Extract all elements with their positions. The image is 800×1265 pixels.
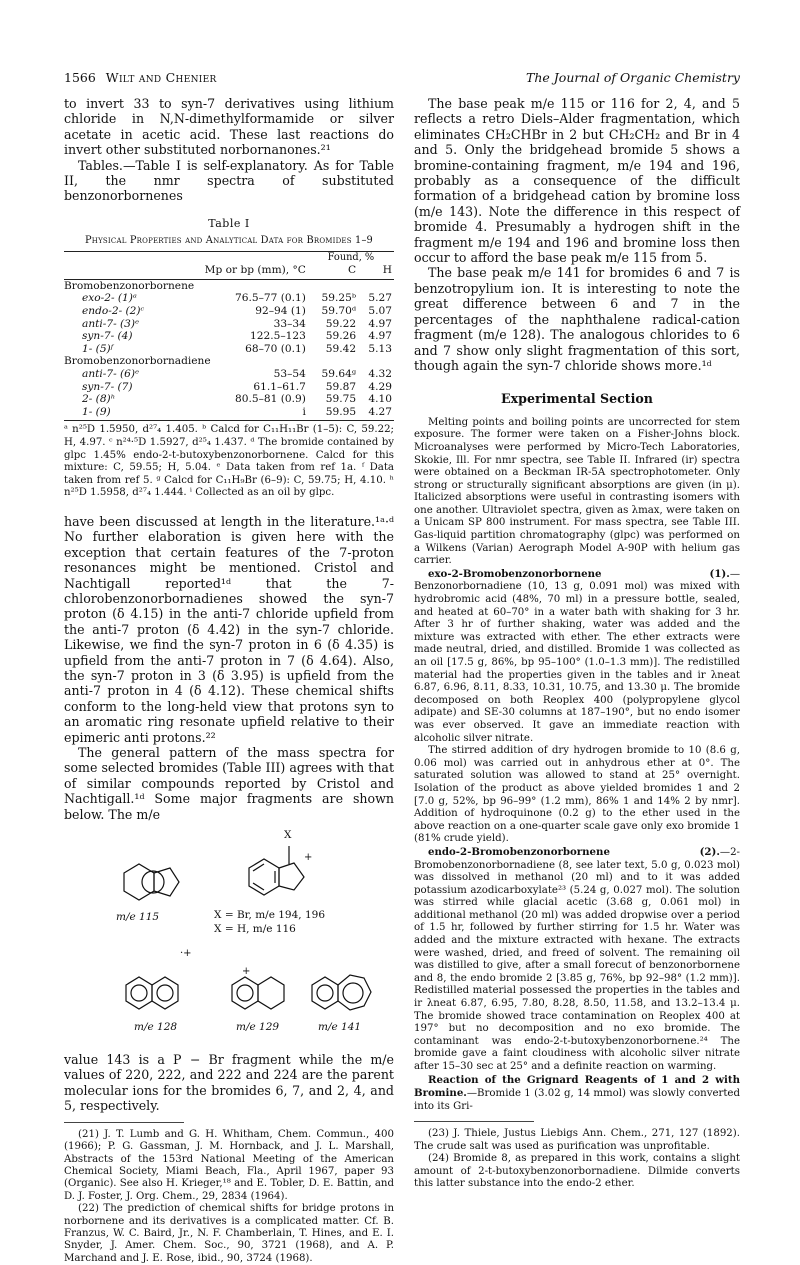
charge-radical: ·+ (180, 948, 192, 960)
cell-mp: 33–34 (273, 317, 306, 330)
paragraph (414, 568, 740, 745)
cell-c: 59.75 (325, 393, 357, 406)
row-label: exo-2- (1)ᵃ (82, 292, 137, 305)
header-authors: Wilt and Chenier (105, 70, 217, 85)
footnotes (414, 1128, 740, 1190)
fragment-115-structure (124, 864, 179, 900)
cell-c: 59.26 (325, 330, 357, 343)
cell-c: 59.95 (308, 406, 358, 421)
table-row (64, 305, 394, 318)
paragraph: Melting points and boiling points are uncorrected for stem exposure. The former were taken on a Fisher-Johns block. Microanalyses were performed by Micro-Tech Laboratories, Skokie, Ill. For nmr spectra, see Table II. Infrared (ir) spectra were obtained on a Beckman IR-5A spectrophotometer. Only strong or structurally significant absorptions are given (in μ). Italicized absorptions were useful in contrasting isomers with one another. Ultraviolet spectra, given as λmax, were taken on a Unicam SP 800 instrument. For mass spectra, see Table III. Gas-liquid partition chromatography (glpc) was performed on a Wilkens (Varian) Aerograph Model A-90P with helium gas carrier. (414, 416, 740, 567)
label-m-e-129: m/e 129 (236, 1021, 280, 1034)
left-column (64, 96, 394, 1265)
row-label: anti-7- (6)ᵉ (82, 368, 140, 380)
page-number: 1566 (64, 70, 96, 85)
label-m-e-115: m/e 115 (116, 911, 160, 924)
journal-name: The Journal of Organic Chemistry (526, 70, 740, 85)
row-label: 2- (8)ʰ (82, 393, 116, 406)
cell-mp: 53–54 (273, 368, 306, 380)
fragment-128-structure (126, 977, 178, 1009)
footnote-rule (64, 1122, 184, 1123)
footnote: (22) The prediction of chemical shifts for bridge protons in norbornene and its derivatives is a complicated matter. Cf. B. Franzus, W. C. Baird, Jr., N. F. Chamberlain, T. Hines, and E. I. Snyder, J. Amer. Chem. Soc., 90, 3721 (1968), and A. P. Marchand and J. E. Rose, ibid., 90, 3724 (1968). (64, 1203, 394, 1264)
cell-h: 5.13 (368, 342, 392, 355)
table-row (64, 343, 394, 356)
cell-c: 59.64ᵍ (321, 368, 357, 380)
structures-svg (64, 828, 394, 1048)
table-row (64, 292, 394, 305)
procedure-text: —Benzonorbornadiene (10, 13 g, 0.091 mol) was mixed with hydrobromic acid (48%, 70 ml) in a pressure bottle, sealed, and heated at 60–70° in a water bath with shaking for 3 hr. After 3 hr of further shaking, water was added and the mixture was extracted with ether. The ether extracts were made neutral, dried, and distilled. Bromide 1 was collected as an oil [17.5 g, 86%, bp 95–100° (1.0–1.3 mm)]. The redistilled material had the properties given in the tables and ir λneat 6.87, 6.96, 8.11, 8.33, 10.31, 10.75, and 13.30 μ. The bromide decomposed on both Reoplex 400 (polypropylene glycol adipate) and SE-30 columns at 187–190°, but no endo isomer was ever observed. It gave an immediate reaction with alcoholic silver nitrate. (414, 568, 740, 744)
label-m-e-141: m/e 141 (318, 1021, 362, 1034)
procedure-heading: exo-2-Bromobenzonorbornene (1). (428, 567, 730, 580)
table-row (64, 330, 394, 343)
cell-h: 4.97 (368, 330, 392, 343)
procedure-heading: endo-2-Bromobenzonorbornene (2). (428, 845, 720, 858)
cell-c: 59.22 (325, 317, 357, 330)
row-label: syn-7- (4) (82, 330, 133, 343)
paragraph: Tables.—Table I is self-explanatory. As for Table II, the nmr spectra of substituted benzonorbornenes (64, 157, 394, 204)
table-row (64, 406, 394, 421)
procedure-text: —2-Bromobenzonorbornadiene (8, see later text, 5.0 g, 0.023 mol) was dissolved in methanol (20 ml) and to it was added potassium azodicarboxylate²³ (5.24 g, 0.027 mol). The solution was stirred while glacial acetic (3.68 g, 0.061 mol) in additional methanol (20 ml) was added dropwise over a period of 1.5 hr, followed by further stirring for 1.5 hr. Water was added and the mixture extracted with hexane. The extracts were washed, dried, and freed of solvent. The remaining oil was distilled to give, after a small forecut of benzonorbornene and 8, the endo bromide 2 [3.85 g, 76%, bp 92–98° (1.2 mm)]. Redistilled material possessed the properties in the tables and ir λneat 6.87, 6.95, 7.80, 8.28, 8.50, 11.58, and 13.2–13.4 μ. The bromide showed trace contamination on Reoplex 400 at 197° but no decomposition and no exo bromide. The contaminant was endo-2-t-butoxybenzonorbornene.²⁴ The bromide gave a faint cloudiness with alcoholic silver nitrate after 15–30 sec at 25° and a definite reaction on warming. (414, 846, 740, 1072)
fragment-141-structure (312, 975, 371, 1010)
cell-h: 4.32 (368, 368, 392, 380)
label-m-e-128: m/e 128 (134, 1021, 178, 1034)
table-title: Table I (208, 216, 250, 230)
cell-mp: 122.5–123 (250, 330, 306, 343)
column-header-c: C (308, 264, 358, 279)
cell-h: 5.27 (368, 292, 392, 305)
cell-h: 4.97 (368, 317, 392, 330)
table-row (64, 393, 394, 406)
cell-mp: 68–70 (0.1) (245, 342, 306, 355)
section-title: Experimental Section (501, 391, 653, 407)
table-group-label: Bromobenzonorbornadiene (64, 355, 211, 368)
footnote: (24) Bromide 8, as prepared in this work, contains a slight amount of 2-t-butoxybenzonorbornadiene. Dilmide converts this latter substance into the endo-2 ether. (414, 1153, 740, 1189)
table-row (64, 368, 394, 381)
cell-mp: 92–94 (1) (255, 305, 306, 318)
table-row (64, 318, 394, 331)
cell-mp: 76.5–77 (0.1) (235, 292, 306, 305)
cell-h: 4.29 (368, 380, 392, 393)
row-label: 1- (9) (64, 406, 171, 421)
paragraph: The general pattern of the mass spectra for some selected bromides (Table III) agrees with that of similar compounds reported by Cristol and Nachtigall.¹ᵈ Some major fragments are shown below. The m/e (64, 745, 395, 822)
footnote: (21) J. T. Lumb and G. H. Whitham, Chem. Commun., 400 (1966); P. G. Gassman, J. M. Hornback, and J. L. Marshall, Abstracts of the 153rd National Meeting of the American Chemical Society, Miami Beach, Fla., April 1967, paper 93 (Organic). See also H. Krieger,¹⁸ and E. Tobler, D. E. Battin, and D. J. Foster, J. Org. Chem., 29, 2834 (1964). (64, 1128, 394, 1202)
paragraph: The stirred addition of dry hydrogen bromide to 10 (8.6 g, 0.06 mol) was carried out in anhydrous ether at 0°. The saturated solution was allowed to stand at 25° overnight. Isolation of the product as above yielded bromides 1 and 2 [7.0 g, 52%, bp 96–99° (1.2 mm), 86% 1 and 14% 2 by nmr]. Addition of hydroquinone (0.2 g) to the ether used in the above reaction on a one-quarter scale gave only exo bromide 1 (81% crude yield). (414, 745, 740, 845)
x-substituent-label: X (284, 829, 292, 842)
procedure-text: —Bromide 1 (3.02 g, 14 mmol) was slowly converted into its Gri- (414, 1088, 740, 1112)
cell-mp: i (171, 406, 308, 421)
paragraph: value 143 is a P − Br fragment while the m/e values of 220, 222, and 222 and 224 are the parent molecular ions for the bromides 6, 7, and 2, 4, and 5, respectively. (64, 1052, 394, 1114)
found-header: Found, % (308, 251, 394, 264)
charge-plus: + (242, 966, 251, 978)
procedure-heading: Reaction of the Grignard Reagents of 1 and 2 with Bromine. (414, 1073, 740, 1100)
label-x-br: X = Br, m/e 194, 196 (214, 909, 326, 922)
footnote: (23) J. Thiele, Justus Liebigs Ann. Chem., 271, 127 (1892). The crude salt was used as purification was unprofitable. (414, 1128, 740, 1152)
cell-h: 4.10 (368, 393, 392, 406)
fragment-194-structure (249, 846, 304, 895)
cell-c: 59.42 (325, 342, 357, 355)
table-subtitle: Physical Properties and Analytical Data for Bromides 1–9 (85, 235, 373, 247)
paragraph (414, 1074, 740, 1114)
table-footnotes: ᵃ n²⁵D 1.5950, d²⁷₄ 1.405. ᵇ Calcd for C₁₁H₁₁Br (1–5): C, 59.22; H, 4.97. ᶜ n²⁴·⁵D 1.5927, d²⁵₄ 1.437. ᵈ The bromide contained by glpc 1.45% endo-2-t-butoxybenzonorbornene. Calcd for this mixture: C, 59.55; H, 5.04. ᵉ Data taken from ref 1a. ᶠ Data taken from ref 5. ᵍ Calcd for C₁₁H₉Br (6–9): C, 59.75; H, 4.10. ʰ n²⁵D 1.5958, d²⁷₄ 1.444. ⁱ Collected as an oil by glpc. (64, 424, 394, 499)
fragment-129-structure (232, 977, 284, 1009)
paragraph: The base peak m/e 115 or 116 for 2, 4, and 5 reflects a retro Diels–Alder fragmentation, which eliminates CH₂CHBr in 2 but CH₂CH₂ and Br in 4 and 5. Only the bridgehead bromide 5 shows a bromine-containing fragment, m/e 194 and 196, probably as a consequence of the difficult formation of a bridgehead cation by bromine loss (m/e 143). Note the difference in this respect of bromide 4. Presumably a hydrogen shift in the fragment m/e 194 and 196 and bromine loss then occur to afford the base peak m/e 115 from 5. (414, 96, 740, 266)
footnote-rule (414, 1121, 534, 1122)
row-label: endo-2- (2)ᶜ (82, 305, 145, 318)
paragraph (414, 846, 740, 1074)
row-label: syn-7- (7) (82, 380, 133, 393)
label-x-h: X = H, m/e 116 (214, 923, 296, 936)
fragment-structures (64, 828, 394, 1048)
right-column (414, 96, 740, 1190)
cell-mp: 61.1–61.7 (253, 380, 306, 393)
row-label: 1- (5)ᶠ (82, 342, 114, 355)
paragraph: to invert 33 to syn-7 derivatives using lithium chloride in N,N-dimethylformamide or silver acetate in acetic acid. These last reactions do invert other substituted norbornanones.²¹ (64, 96, 394, 158)
footnotes (64, 1129, 394, 1265)
cell-h: 4.27 (358, 406, 394, 421)
paragraph: have been discussed at length in the literature.¹ᵃ·ᵈ No further elaboration is given here with the exception that certain features of the 7-proton resonances might be mentioned. Cristol and Nachtigall reported¹ᵈ that the 7-chlorobenzonorbornadienes showed the syn-7 proton (δ 4.15) in the anti-7 chloride upfield from the anti-7 proton (δ 4.42) in the syn-7 chloride. Likewise, we find the syn-7 proton in 6 (δ 4.35) is upfield from the anti-7 proton in 7 (δ 4.64). Also, the syn-7 proton in 3 (δ 3.95) is upfield from the anti-7 proton in 4 (δ 4.12). These chemical shifts conform to the long-held view that protons syn to an aromatic ring resonate upfield relative to their epimeric anti protons.²² (64, 513, 394, 745)
column-header-h: H (358, 264, 394, 279)
header-left (64, 70, 217, 85)
paragraph: The base peak m/e 141 for bromides 6 and 7 is benzotropylium ion. It is interesting to note the great difference between 6 and 7 in the percentages of the naphthalene radical-cation fragment (m/e 128). The analogous chlorides to 6 and 7 show only slight fragmentation of this sort, though again the syn-7 chloride shows more.¹ᵈ (414, 265, 740, 373)
row-label: anti-7- (3)ᵉ (82, 317, 140, 330)
table-group-label: Bromobenzonorbornene (64, 279, 195, 292)
cell-h: 5.07 (368, 305, 392, 318)
data-table (64, 251, 394, 422)
cell-c: 59.70ᵈ (321, 305, 357, 318)
cell-c: 59.25ᵇ (321, 292, 357, 305)
cell-c: 59.87 (325, 380, 357, 393)
cell-mp: 80.5–81 (0.9) (235, 393, 306, 406)
charge-plus: + (304, 852, 313, 864)
column-header-mp: Mp or bp (mm), °C (171, 264, 308, 279)
table-row (64, 381, 394, 394)
